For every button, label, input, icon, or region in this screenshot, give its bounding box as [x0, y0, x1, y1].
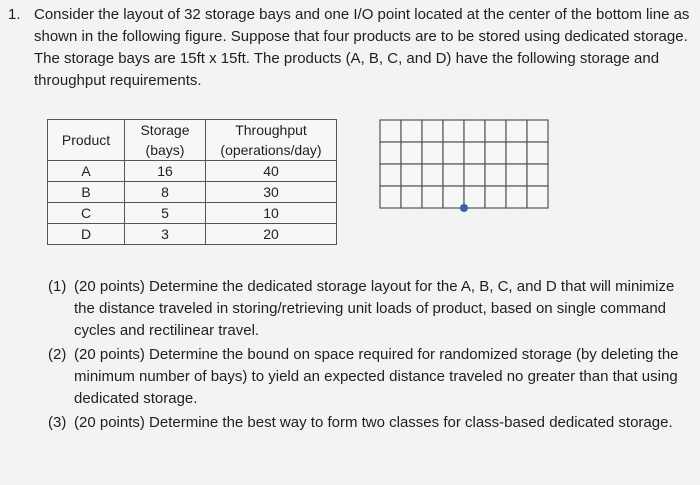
cell-product: C: [48, 203, 125, 224]
storage-bay: [380, 164, 401, 186]
cell-product: D: [48, 224, 125, 245]
storage-bay: [401, 164, 422, 186]
cell-storage: 3: [125, 224, 206, 245]
table-row: [48, 224, 337, 245]
storage-bay: [527, 164, 548, 186]
header-throughput: Throughput (operations/day): [206, 120, 337, 161]
storage-bay: [422, 142, 443, 164]
storage-bay: [443, 142, 464, 164]
storage-bay: [464, 142, 485, 164]
question-3: [48, 412, 688, 434]
storage-bay: [380, 142, 401, 164]
problem-number: 1.: [8, 6, 21, 23]
table-header-row: [48, 120, 337, 161]
cell-throughput: 10: [206, 203, 337, 224]
storage-bay: [527, 142, 548, 164]
storage-bay: [506, 164, 527, 186]
storage-bay: [422, 120, 443, 142]
cell-product: B: [48, 182, 125, 203]
storage-bay: [380, 186, 401, 208]
storage-bay: [506, 186, 527, 208]
storage-bay: [443, 164, 464, 186]
requirements-table: [47, 119, 337, 245]
questions-list: [48, 276, 688, 436]
storage-bay: [443, 120, 464, 142]
storage-bay: [422, 186, 443, 208]
cell-product: A: [48, 161, 125, 182]
question-text: (20 points) Determine the dedicated storage layout for the A, B, C, and D that will minimize the distance traveled in storing/retrieving unit loads of product, based on single command cycles and rectilinear travel.: [74, 278, 675, 339]
storage-bay: [485, 164, 506, 186]
storage-bay: [464, 186, 485, 208]
storage-bay: [401, 186, 422, 208]
storage-bay: [485, 120, 506, 142]
storage-bay: [464, 164, 485, 186]
question-number: (2): [48, 346, 67, 363]
storage-bay: [527, 186, 548, 208]
storage-bay: [485, 186, 506, 208]
table-row: [48, 182, 337, 203]
table-row: [48, 161, 337, 182]
question-1: [48, 276, 688, 342]
cell-throughput: 30: [206, 182, 337, 203]
question-number: (1): [48, 278, 67, 295]
cell-storage: 5: [125, 203, 206, 224]
question-text: (20 points) Determine the best way to form two classes for class-based dedicated storage.: [74, 414, 673, 431]
header-storage: Storage (bays): [125, 120, 206, 161]
storage-bay: [527, 120, 548, 142]
storage-bay: [443, 186, 464, 208]
cell-throughput: 20: [206, 224, 337, 245]
io-point: [460, 204, 468, 212]
question-number: (3): [48, 414, 67, 431]
storage-bay: [506, 142, 527, 164]
storage-bay: [380, 120, 401, 142]
cell-throughput: 40: [206, 161, 337, 182]
table-row: [48, 203, 337, 224]
storage-bay: [506, 120, 527, 142]
storage-bay: [401, 142, 422, 164]
storage-layout-figure: [378, 118, 550, 216]
cell-storage: 8: [125, 182, 206, 203]
question-2: [48, 344, 688, 410]
storage-bay: [485, 142, 506, 164]
header-product: Product: [48, 120, 125, 161]
problem-text: Consider the layout of 32 storage bays and one I/O point located at the center of the bottom line as shown in the following figure. Suppose that four products are to be stored using dedicated storage. The storage bays are 15ft x 15ft. The products (A, B, C, and D) have the following storage and throughput requirements.: [34, 6, 690, 89]
cell-storage: 16: [125, 161, 206, 182]
question-text: (20 points) Determine the bound on space required for randomized storage (by deleting the minimum number of bays) to yield an expected distance traveled no greater than that using dedicated storage.: [74, 346, 679, 407]
storage-bay: [464, 120, 485, 142]
storage-bay: [401, 120, 422, 142]
storage-bay: [422, 164, 443, 186]
